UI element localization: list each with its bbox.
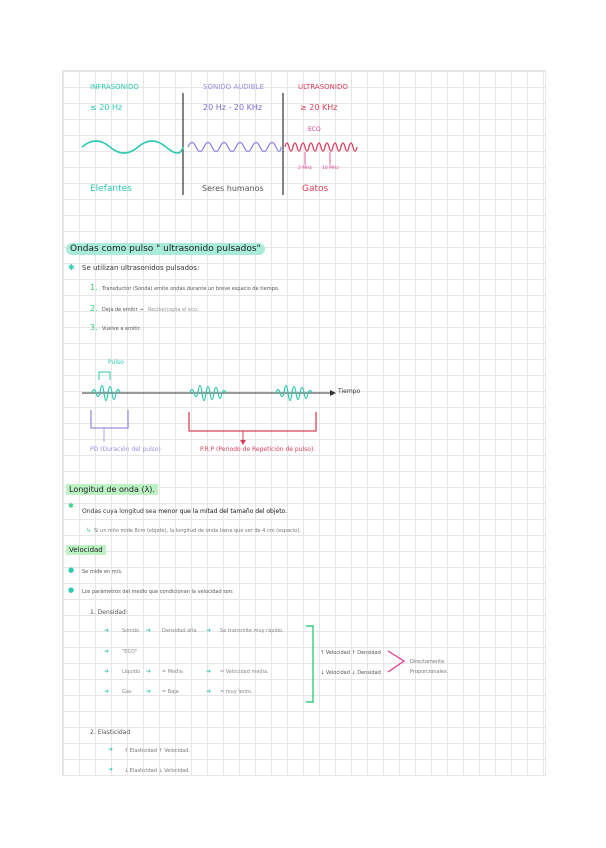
arrow-icon: ➜ xyxy=(206,688,212,695)
arrow-icon: ➜ xyxy=(104,688,110,695)
arrow-icon: ➜ xyxy=(108,766,114,773)
section3-heading xyxy=(66,546,106,554)
proportional-brace xyxy=(388,651,404,672)
arrow-icon: ➜ xyxy=(108,746,114,753)
bullet-icon: ● xyxy=(68,566,75,574)
arrow-icon: ↳ xyxy=(86,527,92,534)
ultrasound-title: ULTRASONIDO xyxy=(298,83,348,91)
step2-extra: Recibe/capta el eco. xyxy=(148,307,199,313)
section2-note: Si un niño mide 8cm (objeto), la longitud de onda tiene que ser de 4 cm (espacio). xyxy=(94,528,301,534)
arrow-icon: ➜ xyxy=(104,627,110,634)
elasticity-row2: ↓ Elasticidad ↓ Velocidad. xyxy=(124,768,190,774)
density-row4-a: Gas xyxy=(122,689,132,695)
pd-label: PD (Duración del pulso) xyxy=(90,446,161,453)
pd-bracket xyxy=(91,410,128,428)
density-bracket xyxy=(306,626,313,702)
density-rel2: ↓ Velocidad ↓ Densidad xyxy=(320,670,381,676)
infrasound-range: ≤ 20 Hz xyxy=(90,103,123,112)
ultrasound-wave xyxy=(285,143,357,151)
density-rel1: ↑ Velocidad ↑ Densidad xyxy=(320,650,381,656)
density-row4-c: = muy lento. xyxy=(220,689,253,695)
step1-num: 1. xyxy=(90,283,98,292)
step3-text: Vuelve a emitir. xyxy=(102,326,141,332)
time-label: Tiempo xyxy=(338,388,361,395)
bullet-icon: ● xyxy=(68,586,75,594)
freq-10mhz: 10 MHz xyxy=(322,166,339,171)
section2-line1 xyxy=(82,508,287,515)
infrasound-title: INFRASONIDO xyxy=(90,83,139,91)
density-row3-c: = Velocidad media. xyxy=(220,669,269,675)
freq-2mhz: 2 MHz xyxy=(298,166,312,171)
section3-bullet1: Se mide en m/s. xyxy=(82,569,123,575)
prp-label: P.R.P (Periodo de Repetición de pulso). xyxy=(200,446,316,453)
infrasound-wave xyxy=(82,141,183,153)
density-row3-b: = Media xyxy=(162,669,183,675)
step1-text: Transductor (Sonda) emite ondas durante un breve espacio de tiempo. xyxy=(102,286,280,292)
section1-heading xyxy=(66,244,265,254)
step2-text: Deja de emitir → xyxy=(102,307,144,313)
infrasound-example: Elefantes xyxy=(90,184,132,194)
ultrasound-range: ≥ 20 KHz xyxy=(300,103,338,112)
section2-title: Longitud de onda (λ). xyxy=(66,484,158,495)
ultrasound-example: Gatos xyxy=(302,184,329,194)
audible-wave xyxy=(188,143,281,152)
density-row1-c: Se transmite muy rápido. xyxy=(220,628,284,634)
section2-heading xyxy=(66,485,158,494)
time-axis-arrow xyxy=(330,390,336,396)
section3-title: Velocidad xyxy=(66,545,106,555)
arrow-icon: ➜ xyxy=(146,688,152,695)
section2-line1-hl: menor que la mitad del tamaño del objeto. xyxy=(158,508,288,515)
step2-num: 2. xyxy=(90,304,98,313)
star-icon: ✱ xyxy=(68,502,74,510)
density-row4-b: = Baja xyxy=(162,689,179,695)
audible-title: SONIDO AUDIBLE xyxy=(203,83,264,91)
density-row2-a: "ECO" xyxy=(122,649,138,655)
arrow-icon: ➜ xyxy=(104,668,110,675)
star-icon: ✱ xyxy=(68,263,75,272)
audible-range: 20 Hz - 20 KHz xyxy=(203,103,263,112)
audible-example: Seres humanos xyxy=(202,184,264,193)
section2-line1-pre: Ondas cuya longitud sea xyxy=(82,508,157,515)
density-row1-b: Densidad alta xyxy=(162,628,197,634)
elasticity-title: 2. Elasticidad xyxy=(90,729,131,736)
arrow-icon: ➜ xyxy=(206,627,212,634)
arrow-icon: ➜ xyxy=(146,668,152,675)
prp-bracket xyxy=(189,412,316,431)
section1-title: Ondas como pulso " ultrasonido pulsados" xyxy=(66,243,265,255)
arrow-icon: ➜ xyxy=(206,668,212,675)
section3-bullet2: Los parámetros del medio que condicionan la velocidad son: xyxy=(82,589,234,595)
density-result1: Directamente xyxy=(410,659,445,665)
density-row3-a: Líquido xyxy=(122,669,141,675)
arrow-icon: ➜ xyxy=(104,648,110,655)
elasticity-row1: ↑ Elasticidad ↑ Velocidad. xyxy=(124,748,190,754)
eco-label: ECO xyxy=(308,126,321,133)
arrow-icon: ➜ xyxy=(146,627,152,634)
pulse-bracket xyxy=(99,372,110,380)
section1-intro: Se utilizan ultrasonidos pulsados: xyxy=(82,264,200,272)
pulse-label: Pulso xyxy=(108,359,124,366)
density-row1-a: Sonido xyxy=(122,628,140,634)
density-title: 1. Densidad: xyxy=(90,609,128,616)
density-result2: Proporcionales. xyxy=(410,669,449,675)
step3-num: 3. xyxy=(90,323,98,332)
